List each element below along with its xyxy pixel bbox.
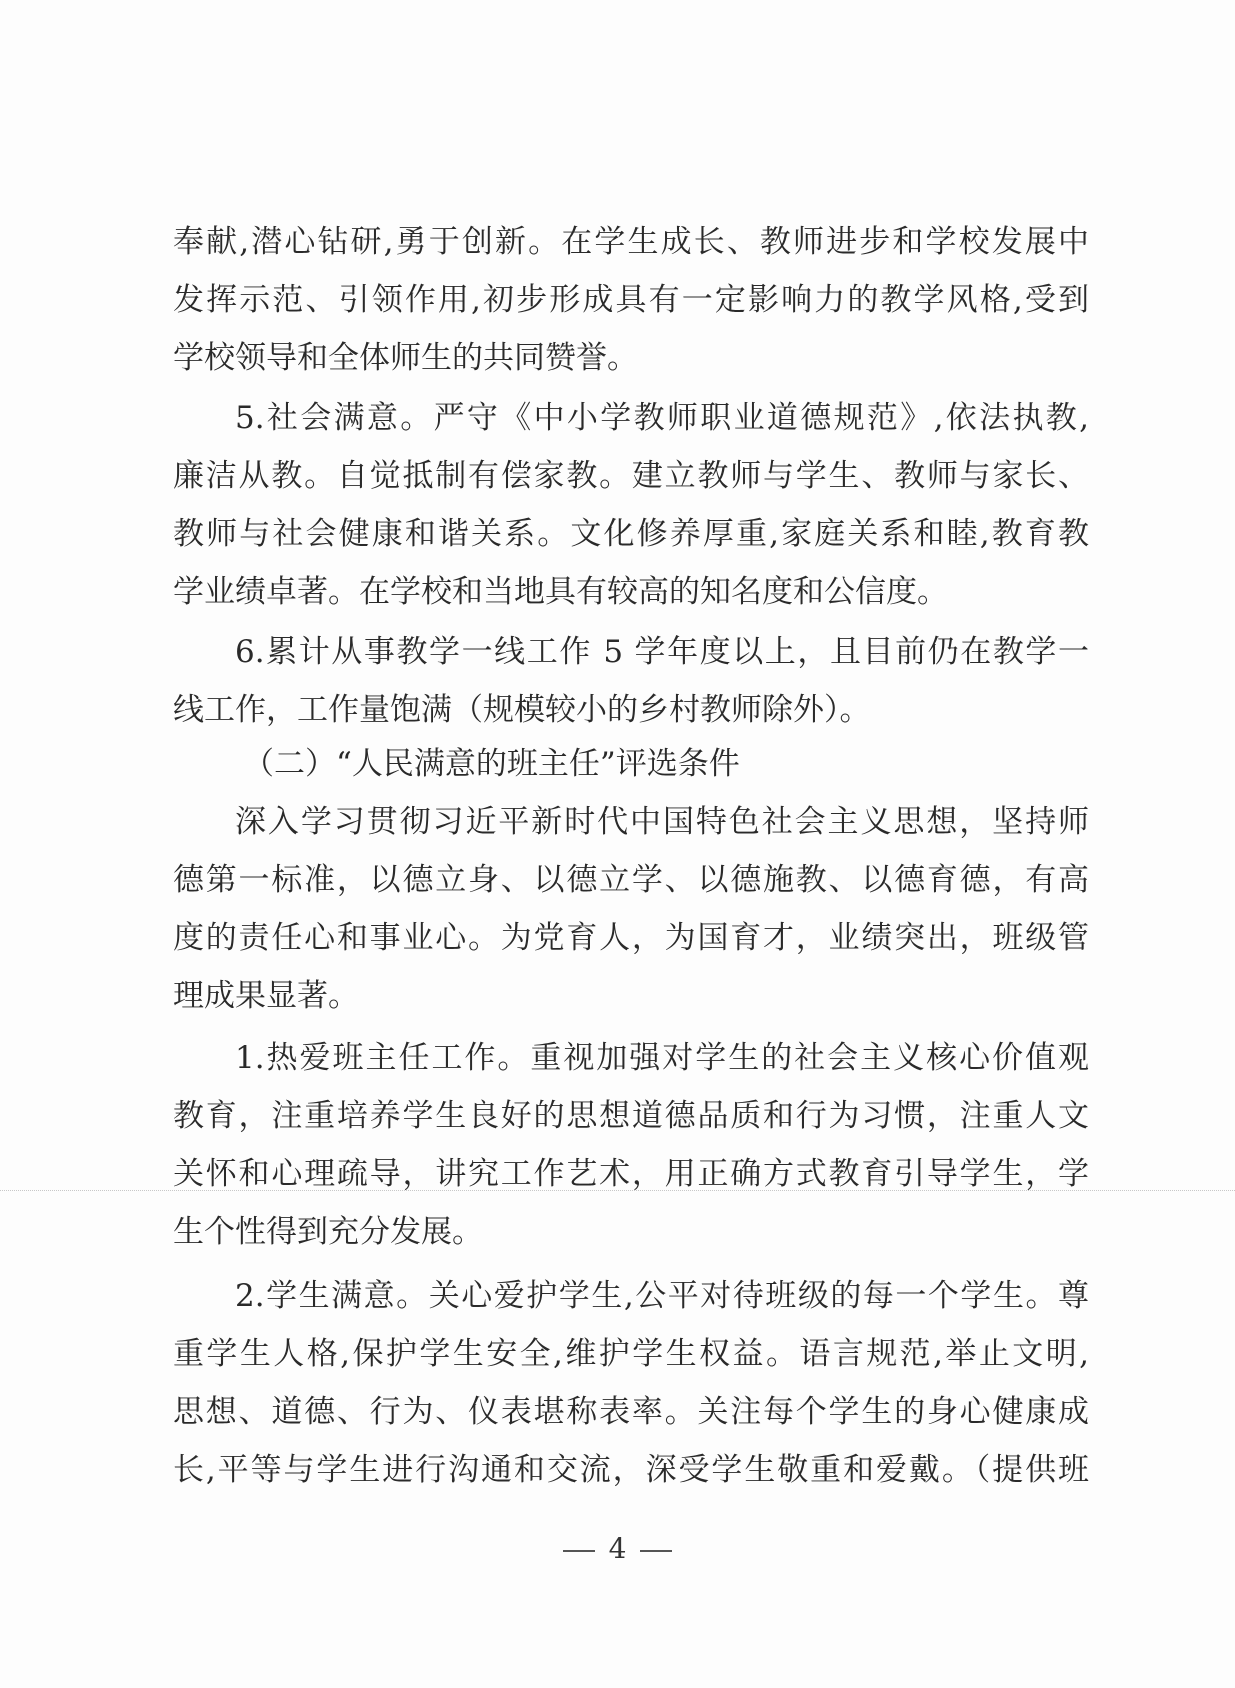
text-line-content: 教育，注重培养学生良好的思想道德品质和行为习惯，注重人文 — [173, 1098, 1089, 1134]
text-line — [173, 688, 1089, 732]
text-line — [173, 858, 1089, 902]
text-line — [173, 220, 1089, 264]
text-line — [235, 1274, 1089, 1318]
text-line — [173, 570, 1089, 614]
text-line-content: 6.累计从事教学一线工作 5 学年度以上，且目前仍在教学一 — [235, 634, 1089, 670]
text-line-content: 学业绩卓著。在学校和当地具有较高的知名度和公信度。 — [173, 574, 948, 610]
text-line — [173, 278, 1089, 322]
section-heading-text: （二）“人民满意的班主任”评选条件 — [243, 746, 740, 782]
page-number: 4 — [608, 1532, 627, 1565]
text-line — [173, 1152, 1089, 1196]
text-line-content: 线工作，工作量饱满（规模较小的乡村教师除外）。 — [173, 692, 871, 728]
text-line-content: 理成果显著。 — [173, 978, 359, 1014]
text-line — [173, 916, 1089, 960]
text-line-content: 发挥示范、引领作用,初步形成具有一定影响力的教学风格,受到 — [173, 282, 1089, 318]
text-line — [235, 800, 1089, 844]
text-line-content: 学校领导和全体师生的共同赞誉。 — [173, 340, 638, 376]
text-line-content: 思想、道德、行为、仪表堪称表率。关注每个学生的身心健康成 — [173, 1394, 1089, 1430]
text-line-content: 奉献,潜心钻研,勇于创新。在学生成长、教师进步和学校发展中 — [173, 224, 1089, 260]
text-line-content: 2.学生满意。关心爱护学生,公平对待班级的每一个学生。尊 — [235, 1278, 1089, 1314]
text-line — [235, 630, 1089, 674]
text-line — [235, 396, 1089, 440]
text-line-content: 生个性得到充分发展。 — [173, 1214, 483, 1250]
page-number-footer — [0, 1532, 1235, 1565]
text-line-content: 重学生人格,保护学生安全,维护学生权益。语言规范,举止文明, — [173, 1336, 1089, 1372]
page-number-dash-left — [563, 1550, 595, 1552]
text-line-content: 深入学习贯彻习近平新时代中国特色社会主义思想，坚持师 — [235, 804, 1089, 840]
text-line — [173, 1210, 1089, 1254]
text-line — [173, 1094, 1089, 1138]
text-line-content: 长,平等与学生进行沟通和交流，深受学生敬重和爱戴。（提供班 — [173, 1452, 1089, 1488]
section-heading — [243, 742, 1159, 786]
text-line — [235, 1036, 1089, 1080]
text-line-content: 廉洁从教。自觉抵制有偿家教。建立教师与学生、教师与家长、 — [173, 458, 1089, 494]
text-line-content: 5.社会满意。严守《中小学教师职业道德规范》,依法执教, — [235, 400, 1089, 436]
text-line-content: 1.热爱班主任工作。重视加强对学生的社会主义核心价值观 — [235, 1040, 1089, 1076]
text-line — [173, 454, 1089, 498]
text-line — [173, 512, 1089, 556]
text-line — [173, 974, 1089, 1018]
text-line — [173, 1448, 1089, 1492]
text-line-content: 德第一标准，以德立身、以德立学、以德施教、以德育德，有高 — [173, 862, 1089, 898]
page-number-dash-right — [640, 1550, 672, 1552]
text-line — [173, 1332, 1089, 1376]
text-line — [173, 336, 1089, 380]
text-line-content: 度的责任心和事业心。为党育人，为国育才，业绩突出，班级管 — [173, 920, 1089, 956]
text-line-content: 教师与社会健康和谐关系。文化修养厚重,家庭关系和睦,教育教 — [173, 516, 1089, 552]
text-line-content: 关怀和心理疏导，讲究工作艺术，用正确方式教育引导学生，学 — [173, 1156, 1089, 1192]
text-line — [173, 1390, 1089, 1434]
